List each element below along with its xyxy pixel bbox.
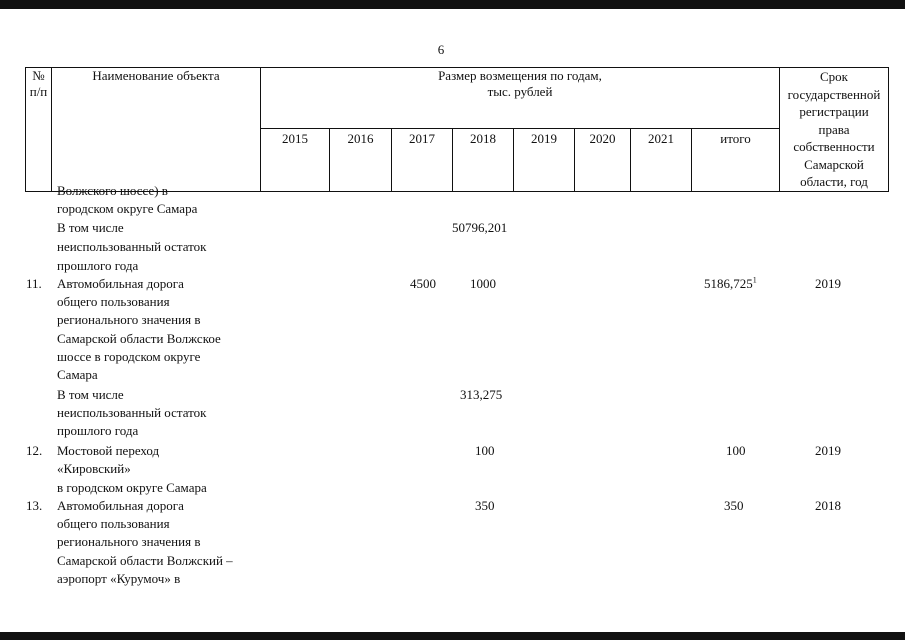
row-value-2018: 313,275 [460,387,503,402]
row-term: 2019 [815,443,841,458]
row-name-line: Волжского шоссе) в [57,183,168,198]
row-name-line: общего пользования [57,294,170,309]
row-name-line: в городском округе Самара [57,480,207,495]
row-name-line: общего пользования [57,516,170,531]
header-year-2016: 2016 [330,128,392,191]
row-name-line: шоссе в городском округе [57,349,201,364]
row-name-line: В том числе [57,220,124,235]
header-amount-line: Размер возмещения по годам, [438,68,602,83]
row-name-line: Автомобильная дорога [57,498,184,513]
row-name-line: прошлого года [57,258,139,273]
row-name-line: Мостовой переход [57,443,160,458]
header-number-line: № [32,68,45,83]
header-amount-line: тыс. рублей [487,84,553,99]
header-term-line: государственной [787,86,881,102]
row-value-2018: 350 [475,498,495,513]
row-term: 2019 [815,276,841,291]
row-name-line: прошлого года [57,423,139,438]
row-name-line: неиспользованный остаток [57,405,207,420]
row-total-value: 5186,725 [704,276,753,291]
header-year-2020: 2020 [575,128,631,191]
row-name-line: Самарской области Волжский – [57,553,233,568]
row-name-line: аэропорт «Курумоч» в [57,571,181,586]
header-total: итого [692,128,780,191]
row-name-line: Самара [57,367,98,382]
header-term-line: права [818,121,850,137]
row-name-line: городском округе Самара [57,201,198,216]
row-name-line: регионального значения в [57,312,201,327]
header-year-2018: 2018 [453,128,514,191]
header-year-2021: 2021 [631,128,692,191]
row-number: 13. [26,498,43,513]
header-term-line: области, год [800,174,868,189]
row-value-2017: 4500 [410,276,436,291]
row-total [704,275,757,293]
header-year-2019: 2019 [514,128,575,191]
header-term-line: Самарской [804,156,864,172]
footnote-marker: 1 [752,275,757,285]
row-number: 12. [26,443,43,458]
header-year-2015: 2015 [261,128,330,191]
row-name-line: регионального значения в [57,534,201,549]
header-term-line: Срок [820,69,848,84]
row-name-line: неиспользованный остаток [57,239,207,254]
header-name-label: Наименование объекта [92,68,220,83]
header-year-2017: 2017 [392,128,453,191]
row-total: 100 [726,443,746,458]
row-value-2018: 100 [475,443,495,458]
row-name-line: В том числе [57,387,124,402]
row-value-2018: 50796,201 [452,220,508,235]
row-total: 350 [724,498,744,513]
header-term-line: регистрации [799,104,869,119]
header-term-line: собственности [793,139,875,154]
header-number-line: п/п [29,84,48,99]
page-number: 6 [437,42,445,57]
row-value-2018: 1000 [470,276,496,291]
row-term: 2018 [815,498,841,513]
row-name-line: Самарской области Волжское [57,331,221,346]
row-number: 11. [26,276,42,291]
row-name-line: Автомобильная дорога [57,276,184,291]
row-name-line: «Кировский» [57,461,131,476]
